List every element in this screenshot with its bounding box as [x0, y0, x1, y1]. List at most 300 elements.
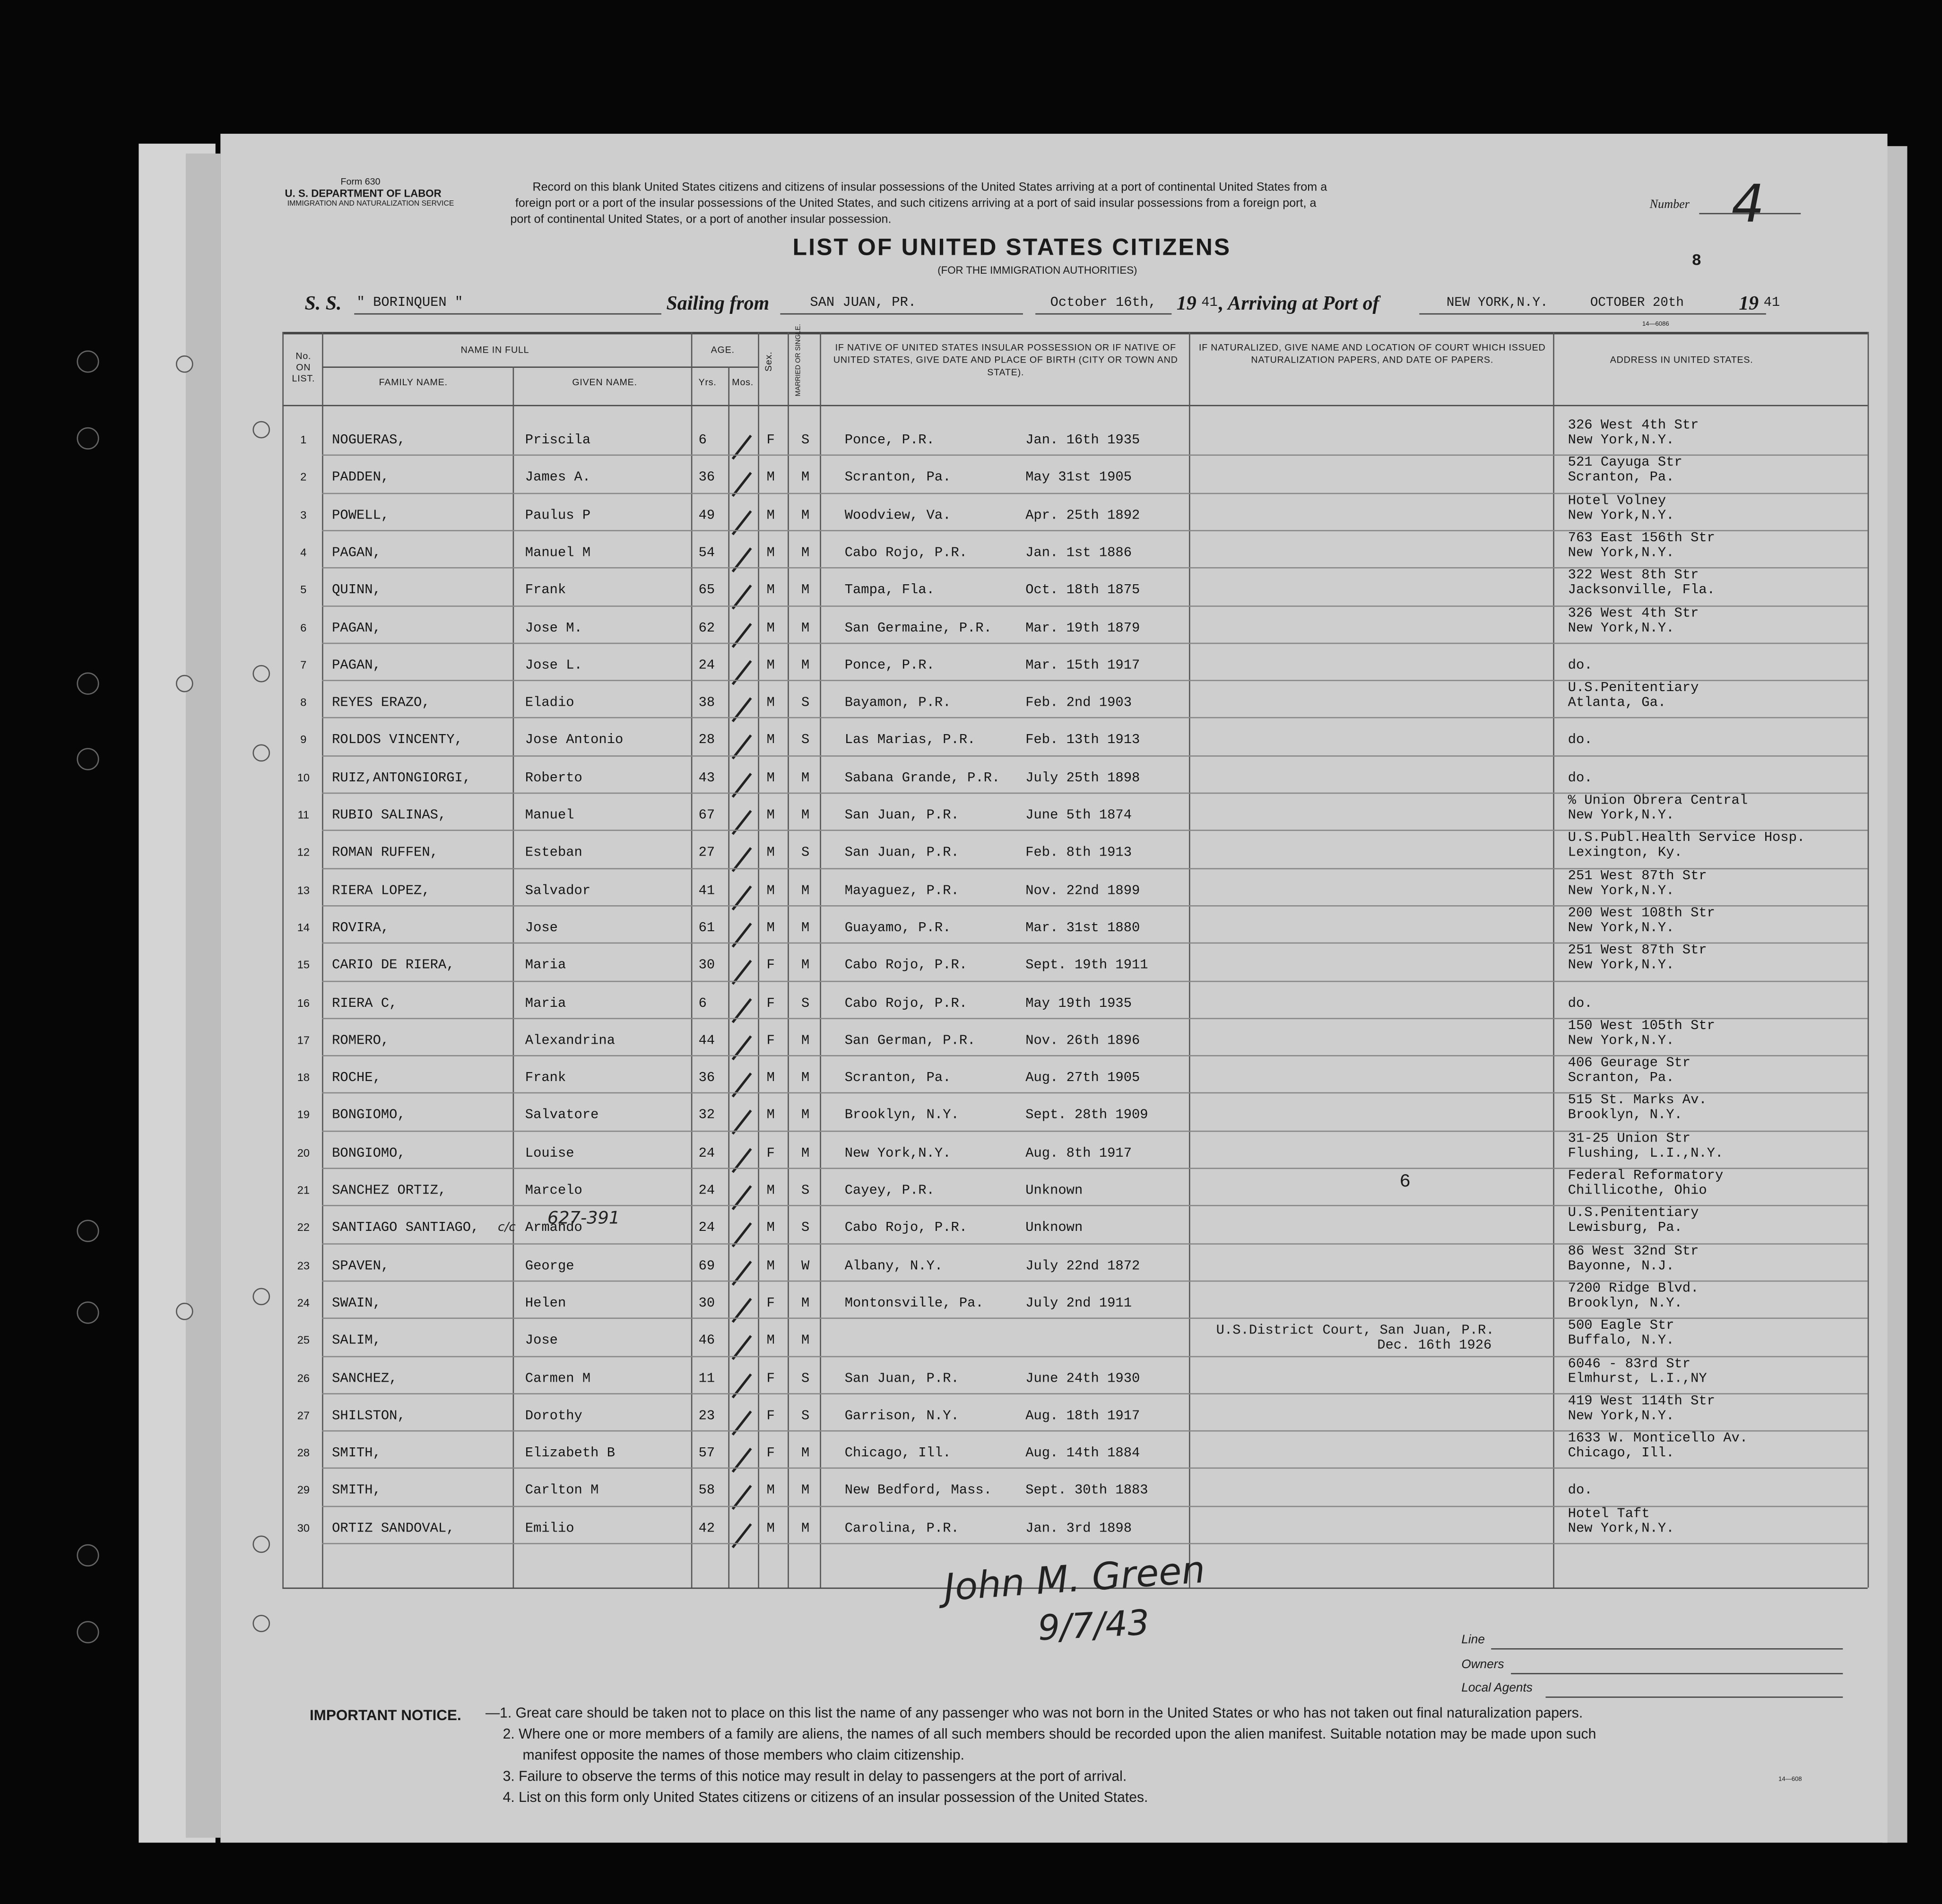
sex: F [766, 1371, 775, 1386]
row-number: 30 [297, 1521, 310, 1534]
address-line: 515 St. Marks Av. [1568, 1094, 1707, 1109]
tick-mark [732, 1448, 752, 1472]
age-subheader-line [691, 366, 758, 368]
address-line: Elmhurst, L.I.,NY [1568, 1371, 1707, 1386]
given-name: Paulus P [525, 508, 591, 524]
age-years: 24 [698, 1184, 715, 1199]
number-label: Number [1649, 198, 1690, 212]
small-print-top: 14—6086 [1642, 320, 1669, 329]
family-name: RUBIO SALINAS, [332, 808, 447, 824]
birth-place: Garrison, N.Y. [844, 1409, 959, 1424]
table-row [0, 1506, 1942, 1553]
marital-status: M [801, 771, 810, 786]
family-name: ROMAN RUFFEN, [332, 846, 438, 861]
sex: M [766, 658, 775, 674]
address [1568, 1094, 1707, 1124]
address [1568, 719, 1593, 749]
tick-mark [732, 848, 752, 872]
row-number: 8 [300, 696, 307, 709]
row-number: 5 [300, 583, 307, 596]
row-number: 27 [297, 1409, 310, 1421]
age-years: 58 [698, 1484, 715, 1499]
marital-status: M [801, 508, 810, 524]
signature: John M. Green [942, 1549, 1207, 1610]
marital-status: S [801, 696, 810, 711]
birth-date: June 24th 1930 [1025, 1371, 1140, 1386]
row-divider [322, 905, 1868, 906]
arriving-year-prefix: 19 [1739, 293, 1759, 315]
row-number: 10 [297, 771, 310, 784]
sex: M [766, 1108, 775, 1124]
birth-place: Carolina, P.R. [844, 1521, 959, 1537]
address-line: Hotel Taft [1568, 1506, 1650, 1522]
address-line: Bayonne, N.J. [1568, 1259, 1674, 1274]
birth-date: Jan. 1st 1886 [1025, 546, 1132, 561]
birth-place: Scranton, Pa. [844, 471, 951, 486]
row-number: 9 [300, 733, 307, 746]
row-number: 3 [300, 508, 307, 521]
notice-1: —1. Great care should be taken not to place on this list the name of any passenger who was not born in the United States or who has not taken out final naturalization papers. [485, 1706, 1583, 1722]
age-years: 24 [698, 1221, 715, 1237]
birth-date: Mar. 31st 1880 [1025, 921, 1140, 936]
family-name: SANCHEZ ORTIZ, [332, 1184, 447, 1199]
table-top-border [282, 332, 1867, 334]
row-divider [322, 1430, 1868, 1431]
row-number: 23 [297, 1259, 310, 1272]
birth-place: Tampa, Fla. [844, 583, 935, 598]
sailing-date-underline [1035, 313, 1171, 315]
sex: F [766, 959, 775, 974]
address [1568, 569, 1715, 598]
address-line: 500 Eagle Str [1568, 1319, 1674, 1334]
notice-2: 2. Where one or more members of a family are aliens, the names of all such members should be recorded upon the alien manifest. Suitable notation may be made upon such [503, 1727, 1596, 1743]
sex: M [766, 771, 775, 786]
birth-date: Aug. 8th 1917 [1025, 1146, 1132, 1161]
birth-date: Mar. 19th 1879 [1025, 621, 1140, 636]
given-name: Jose M. [525, 621, 582, 636]
header-mos: Mos. [732, 376, 754, 388]
table-row [0, 1431, 1942, 1478]
address-line: 763 East 156th Str [1568, 531, 1715, 546]
birth-date: June 5th 1874 [1025, 808, 1132, 824]
address-line: 31-25 Union Str [1568, 1131, 1691, 1147]
line-underline [1491, 1648, 1843, 1650]
birth-place: Chicago, Ill. [844, 1446, 951, 1462]
birth-place: San Germaine, P.R. [844, 621, 992, 636]
tick-mark [732, 1523, 752, 1548]
initials: 9/7/43 [1037, 1602, 1151, 1649]
age-years: 6 [698, 433, 707, 449]
age-years: 11 [698, 1371, 715, 1386]
marital-status: M [801, 1108, 810, 1124]
family-name: POWELL, [332, 508, 390, 524]
birth-date: Oct. 18th 1875 [1025, 583, 1140, 598]
marital-status: S [801, 846, 810, 861]
marital-status: M [801, 883, 810, 899]
sex: M [766, 808, 775, 824]
tick-mark [732, 1260, 752, 1285]
sex: M [766, 883, 775, 899]
address-line: 150 West 105th Str [1568, 1019, 1715, 1034]
address [1568, 1319, 1674, 1349]
birth-place: Cabo Rojo, P.R. [844, 546, 968, 561]
address-line: Lexington, Ky. [1568, 846, 1682, 861]
address [1568, 756, 1593, 786]
row-number: 21 [297, 1184, 310, 1196]
row-number: 22 [297, 1221, 310, 1234]
table-row [0, 606, 1942, 652]
given-name: Carmen M [525, 1371, 591, 1386]
header-address: ADDRESS IN UNITED STATES. [1610, 354, 1753, 365]
address [1568, 1357, 1707, 1386]
address-line: 251 West 87th Str [1568, 943, 1707, 959]
row-number: 29 [297, 1484, 310, 1497]
given-name: Jose L. [525, 658, 582, 674]
given-name: Louise [525, 1146, 574, 1161]
row-divider [322, 1205, 1868, 1206]
arriving-year: 41 [1763, 296, 1780, 311]
address-line: New York,N.Y. [1568, 621, 1674, 636]
given-name: Maria [525, 959, 566, 974]
age-years: 54 [698, 546, 715, 561]
tick-mark [732, 997, 752, 1022]
given-name: Dorothy [525, 1409, 582, 1424]
marital-status: S [801, 996, 810, 1012]
address-line: Brooklyn, N.Y. [1568, 1296, 1682, 1312]
tick-mark [732, 697, 752, 722]
tick-mark [732, 1223, 752, 1247]
age-years: 57 [698, 1446, 715, 1462]
birth-date: Jan. 16th 1935 [1025, 433, 1140, 449]
instructions-line-2: foreign port or a port of the insular possessions of the United States, and such citizens arriving at a port of said insular possessions from a foreign port, a [515, 197, 1317, 211]
row-divider [322, 642, 1868, 643]
tick-mark [732, 1073, 752, 1097]
birth-place: Cayey, P.R. [844, 1184, 935, 1199]
sailing-year: 41 [1201, 296, 1218, 311]
sex: M [766, 508, 775, 524]
tick-mark [732, 472, 752, 497]
given-name: Roberto [525, 771, 582, 786]
age-years: 36 [698, 471, 715, 486]
birth-date: July 25th 1898 [1025, 771, 1140, 786]
owners-label: Owners [1461, 1658, 1504, 1672]
address-line: New York,N.Y. [1568, 1409, 1674, 1424]
row-number: 4 [300, 546, 307, 559]
birth-place: San Juan, P.R. [844, 1371, 959, 1386]
age-years: 27 [698, 846, 715, 861]
marital-status: S [801, 1371, 810, 1386]
row-number: 15 [297, 959, 310, 971]
row-number: 12 [297, 846, 310, 859]
family-name: NOGUERAS, [332, 433, 406, 449]
age-years: 41 [698, 883, 715, 899]
row-divider [322, 867, 1868, 868]
table-row [0, 681, 1942, 727]
tick-mark [732, 547, 752, 572]
marital-status: M [801, 1484, 810, 1499]
sailing-underline [780, 313, 1023, 315]
given-name: Jose [525, 921, 558, 936]
sex: M [766, 696, 775, 711]
sex: M [766, 1259, 775, 1274]
family-name: PAGAN, [332, 621, 381, 636]
address-line: Chillicothe, Ohio [1568, 1184, 1707, 1199]
birth-date: July 22nd 1872 [1025, 1259, 1140, 1274]
birth-place: Cabo Rojo, P.R. [844, 996, 968, 1012]
notice-4: 4. List on this form only United States citizens or citizens of an insular possession of the United States. [503, 1791, 1148, 1806]
address [1568, 981, 1593, 1011]
address-line: 322 West 8th Str [1568, 568, 1699, 584]
tick-mark [732, 810, 752, 835]
address-line: 1633 W. Monticello Av. [1568, 1431, 1748, 1447]
tick-mark [732, 1411, 752, 1435]
address [1568, 1244, 1699, 1274]
given-name: Salvador [525, 883, 591, 899]
family-name: ROLDOS VINCENTY, [332, 733, 463, 749]
sex: F [766, 433, 775, 449]
address-line: do. [1568, 733, 1593, 749]
row-number: 24 [297, 1296, 310, 1309]
address-line: Scranton, Pa. [1568, 1071, 1674, 1086]
given-name: Salvatore [525, 1108, 599, 1124]
table-row [0, 943, 1942, 990]
age-years: 6 [698, 996, 707, 1012]
age-years: 36 [698, 1071, 715, 1086]
address-line: Buffalo, N.Y. [1568, 1334, 1674, 1349]
address-line: Hotel Volney [1568, 493, 1666, 509]
age-years: 38 [698, 696, 715, 711]
sex: F [766, 1446, 775, 1462]
family-name: BONGIOMO, [332, 1108, 406, 1124]
notice-title: IMPORTANT NOTICE. [309, 1706, 461, 1724]
birth-place: Sabana Grande, P.R. [844, 771, 1000, 786]
birth-date: Sept. 19th 1911 [1025, 959, 1148, 974]
row-number: 18 [297, 1071, 310, 1084]
sex: F [766, 1409, 775, 1424]
tick-mark [732, 1298, 752, 1322]
arriving-underline [1419, 313, 1766, 315]
sex: M [766, 546, 775, 561]
notice-3: 3. Failure to observe the terms of this notice may result in delay to passengers at the port of arrival. [503, 1769, 1127, 1785]
given-name: Alexandrina [525, 1034, 616, 1049]
marital-status: M [801, 1296, 810, 1312]
address [1568, 531, 1715, 561]
address-line: New York,N.Y. [1568, 959, 1674, 974]
ship-name: " BORINQUEN " [356, 296, 463, 311]
family-name: PADDEN, [332, 471, 390, 486]
address-line: New York,N.Y. [1568, 546, 1674, 561]
tick-mark [732, 660, 752, 684]
marital-status: M [801, 959, 810, 974]
age-years: 65 [698, 583, 715, 598]
age-years: 30 [698, 959, 715, 974]
given-name: Esteban [525, 846, 582, 861]
birth-place: San German, P.R. [844, 1034, 976, 1049]
address [1568, 493, 1674, 523]
tick-mark [732, 510, 752, 535]
given-name: Jose [525, 1334, 558, 1349]
birth-place: Cabo Rojo, P.R. [844, 959, 968, 974]
address-line: 521 Cayuga Str [1568, 456, 1682, 471]
row-divider [322, 1355, 1868, 1356]
owners-underline [1511, 1673, 1843, 1674]
sex: F [766, 996, 775, 1012]
address-line: 200 West 108th Str [1568, 906, 1715, 921]
marital-status: S [801, 733, 810, 749]
row-number: 7 [300, 658, 307, 671]
address-line: Brooklyn, N.Y. [1568, 1108, 1682, 1124]
birth-place: New York,N.Y. [844, 1146, 951, 1161]
birth-date: Nov. 26th 1896 [1025, 1034, 1140, 1049]
birth-place: Ponce, P.R. [844, 658, 935, 674]
birth-date: Aug. 14th 1884 [1025, 1446, 1140, 1462]
sex: M [766, 621, 775, 636]
given-name: Manuel [525, 808, 574, 824]
birth-date: Jan. 3rd 1898 [1025, 1521, 1132, 1537]
family-name: PAGAN, [332, 658, 381, 674]
marital-status: M [801, 1521, 810, 1537]
row-divider [322, 680, 1868, 681]
family-name: CARIO DE RIERA, [332, 959, 455, 974]
row-number: 26 [297, 1371, 310, 1384]
ship-underline [354, 313, 661, 315]
address [1568, 1132, 1724, 1161]
birth-date: May 19th 1935 [1025, 996, 1132, 1012]
marital-status: M [801, 583, 810, 598]
address [1568, 1432, 1748, 1462]
header-bottom-border [282, 405, 1867, 407]
tick-mark [732, 1148, 752, 1172]
family-name: RUIZ,ANTONGIORGI, [332, 771, 471, 786]
family-name: RIERA C, [332, 996, 398, 1012]
row-divider [322, 1055, 1868, 1056]
birth-place: Guayamo, P.R. [844, 921, 951, 936]
address [1568, 1206, 1699, 1236]
given-name: Emilio [525, 1521, 574, 1537]
address [1568, 418, 1699, 448]
tick-mark [732, 923, 752, 947]
address-line: Jacksonville, Fla. [1568, 583, 1715, 598]
address-line: do. [1568, 996, 1593, 1012]
handwritten-number: 627-391 [547, 1208, 620, 1229]
line-label: Line [1461, 1633, 1485, 1647]
row-number: 13 [297, 883, 310, 896]
service-name: IMMIGRATION AND NATURALIZATION SERVICE [287, 200, 454, 208]
birth-date: Feb. 8th 1913 [1025, 846, 1132, 861]
birth-date: Aug. 18th 1917 [1025, 1409, 1140, 1424]
sex: M [766, 1334, 775, 1349]
birth-date: Aug. 27th 1905 [1025, 1071, 1140, 1086]
address [1568, 606, 1699, 636]
binder-hole [176, 355, 193, 373]
birth-date: Feb. 13th 1913 [1025, 733, 1140, 749]
family-name: SHILSTON, [332, 1409, 406, 1424]
age-years: 23 [698, 1409, 715, 1424]
header-no: No. ON LIST. [292, 350, 315, 384]
row-number: 25 [297, 1334, 310, 1347]
instructions-line-3: port of continental United States, or a port of another insular possession. [510, 213, 892, 227]
address [1568, 1019, 1715, 1049]
age-years: 24 [698, 658, 715, 674]
given-name: Marcelo [525, 1184, 582, 1199]
marital-status: M [801, 1034, 810, 1049]
birth-place: Mayaguez, P.R. [844, 883, 959, 899]
birth-date: May 31st 1905 [1025, 471, 1132, 486]
header-birth: IF NATIVE OF UNITED STATES INSULAR POSSESSION OR IF NATIVE OF UNITED STATES, GIVE DATE AND PLACE OF BIRTH (CITY OR TOWN AND STATE). [833, 342, 1178, 378]
tick-mark [732, 1335, 752, 1360]
birth-date: Feb. 2nd 1903 [1025, 696, 1132, 711]
marital-status: S [801, 433, 810, 449]
page-subtitle: (FOR THE IMMIGRATION AUTHORITIES) [937, 264, 1137, 277]
row-divider [322, 980, 1868, 981]
age-years: 69 [698, 1259, 715, 1274]
row-number: 16 [297, 996, 310, 1009]
family-name: RIERA LOPEZ, [332, 883, 430, 899]
given-name: Maria [525, 996, 566, 1012]
family-name: QUINN, [332, 583, 381, 598]
table-row [0, 727, 1942, 765]
address [1568, 794, 1748, 823]
naturalization-court: U.S.District Court, San Juan, P.R. [1216, 1324, 1494, 1339]
birth-date: Mar. 15th 1917 [1025, 658, 1140, 674]
header-age: AGE. [711, 344, 735, 355]
sex: F [766, 1146, 775, 1161]
birth-date: Nov. 22nd 1899 [1025, 883, 1140, 899]
sex: M [766, 471, 775, 486]
row-divider [322, 605, 1868, 606]
given-name: Carlton M [525, 1484, 599, 1499]
sex: M [766, 733, 775, 749]
sex: M [766, 1071, 775, 1086]
stray-mark: 6 [1399, 1171, 1411, 1193]
address-line: New York,N.Y. [1568, 921, 1674, 936]
tick-mark [732, 735, 752, 760]
address [1568, 906, 1715, 936]
family-name: SWAIN, [332, 1296, 381, 1312]
arriving-label: , Arriving at Port of [1218, 293, 1379, 315]
age-years: 62 [698, 621, 715, 636]
sex: M [766, 846, 775, 861]
row-divider [322, 1130, 1868, 1131]
family-name: ROVIRA, [332, 921, 390, 936]
birth-place: Woodview, Va. [844, 508, 951, 524]
row-number: 28 [297, 1446, 310, 1459]
marital-status: M [801, 1446, 810, 1462]
sex: M [766, 583, 775, 598]
address-line: 419 West 114th Str [1568, 1394, 1715, 1409]
tick-mark [732, 960, 752, 985]
birth-place: Bayamon, P.R. [844, 696, 951, 711]
given-name: George [525, 1259, 574, 1274]
header-yrs: Yrs. [698, 376, 717, 388]
birth-date: Sept. 30th 1883 [1025, 1484, 1148, 1499]
age-years: 42 [698, 1521, 715, 1537]
address-line [1568, 756, 1593, 771]
family-name: ORTIZ SANDOVAL, [332, 1521, 455, 1537]
row-number: 14 [297, 921, 310, 934]
list-number: 4 [1731, 173, 1765, 234]
marital-status: W [801, 1259, 810, 1274]
birth-date: Unknown [1025, 1221, 1083, 1237]
marital-status: S [801, 1409, 810, 1424]
naturalization-date: Dec. 16th 1926 [1377, 1339, 1492, 1354]
address-line: Lewisburg, Pa. [1568, 1221, 1682, 1237]
sailing-date: October 16th, [1050, 296, 1157, 311]
age-years: 32 [698, 1108, 715, 1124]
given-name: James A. [525, 471, 591, 486]
address-line: % Union Obrera Central [1568, 794, 1748, 809]
family-name: PAGAN, [332, 546, 381, 561]
